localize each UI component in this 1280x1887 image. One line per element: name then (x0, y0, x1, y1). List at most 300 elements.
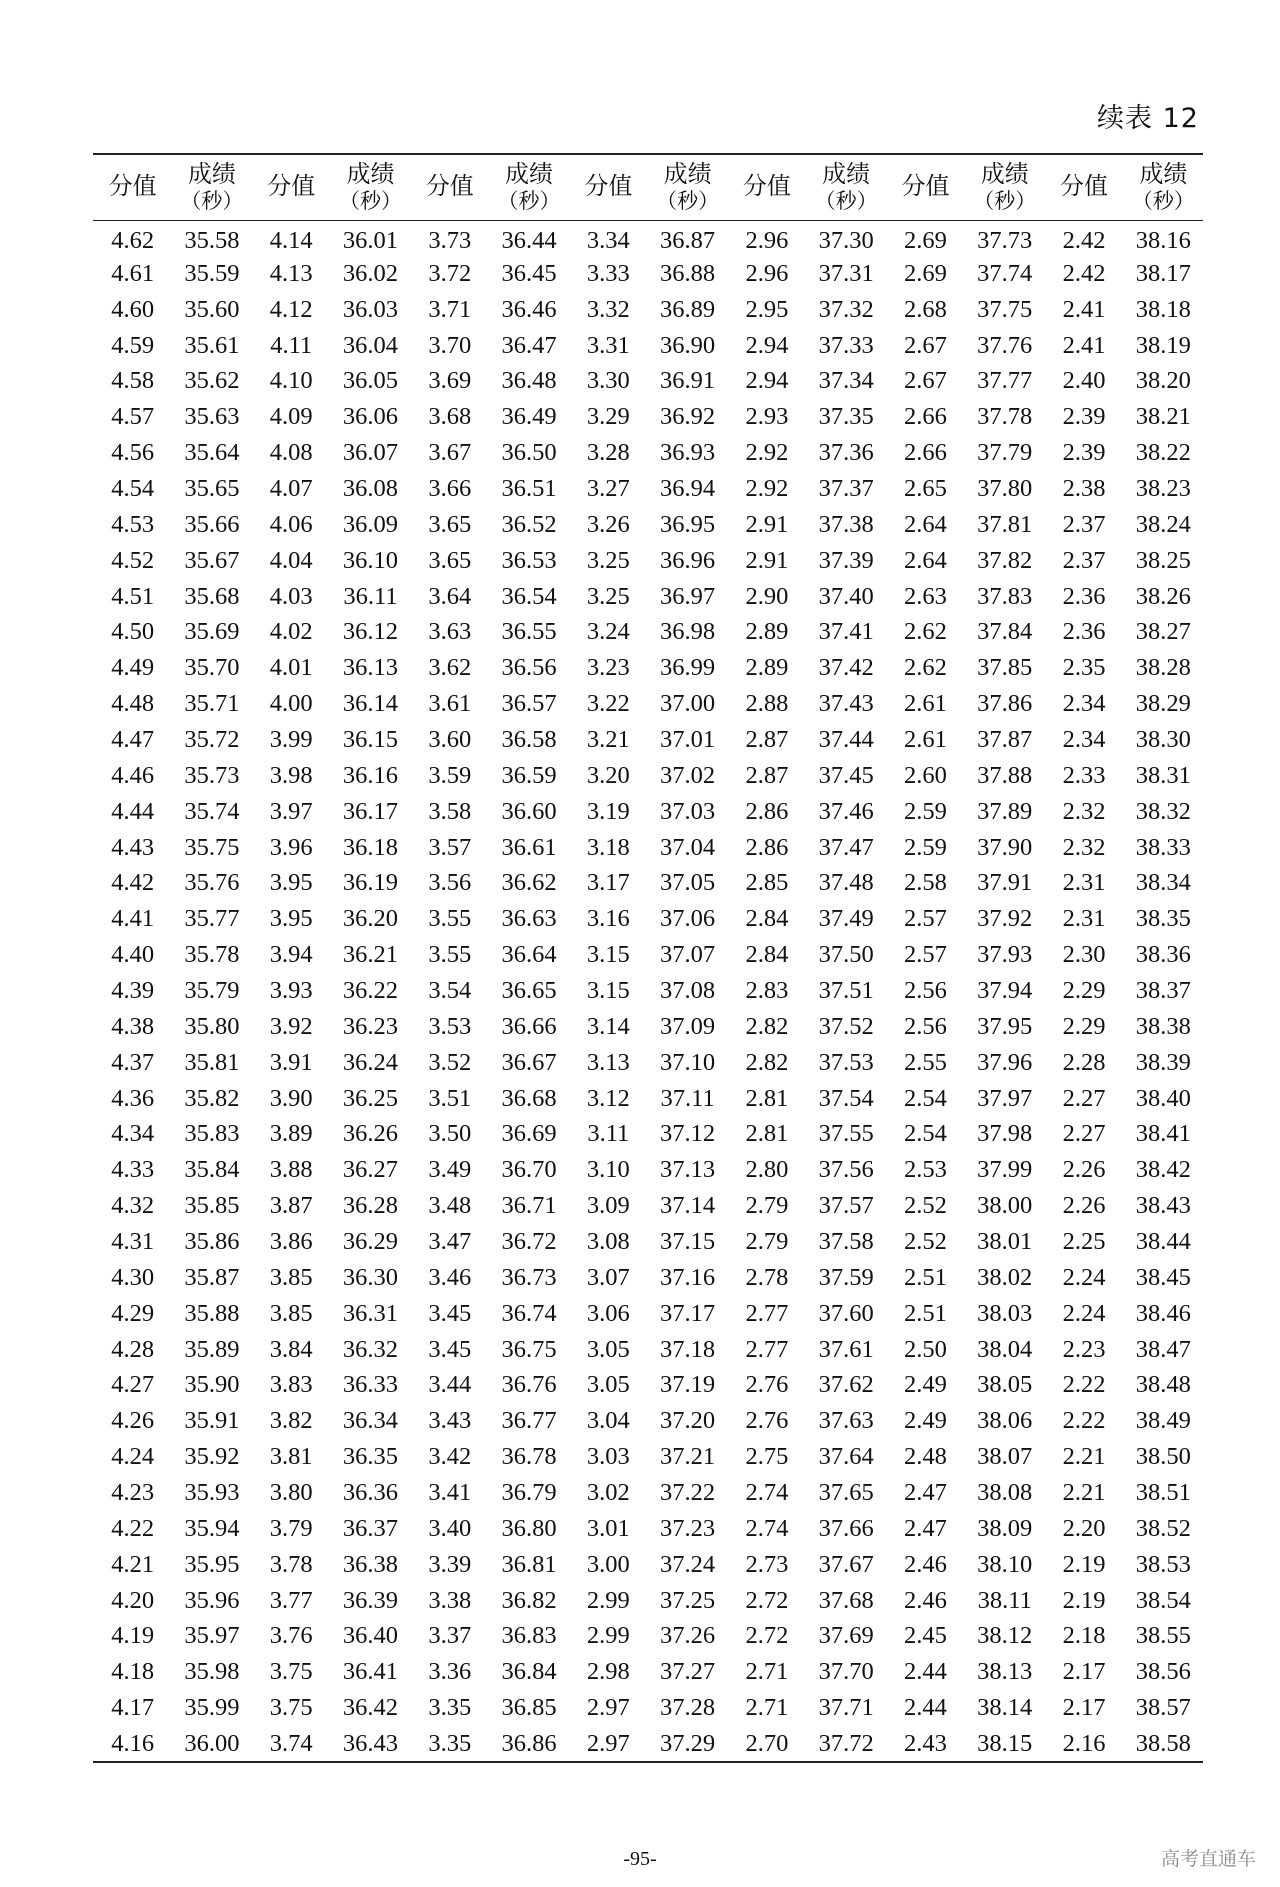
score-cell: 2.42 (1062, 259, 1106, 287)
score-cell: 4.60 (111, 295, 155, 323)
result-cell: 36.46 (501, 295, 557, 323)
score-cell: 3.04 (586, 1407, 630, 1435)
score-cell: 3.10 (586, 1156, 630, 1184)
score-cell: 2.34 (1062, 690, 1106, 718)
score-cell: 4.23 (111, 1479, 155, 1506)
table-body (93, 220, 1203, 1762)
table-row (93, 399, 1203, 435)
score-cell: 4.22 (111, 1514, 155, 1542)
result-cell: 38.37 (1135, 976, 1191, 1004)
result-cell: 36.67 (501, 1048, 557, 1076)
result-cell: 37.91 (977, 869, 1033, 897)
result-cell: 36.93 (660, 439, 716, 467)
result-cell: 36.03 (342, 295, 399, 323)
score-cell: 2.65 (904, 474, 947, 502)
result-cell: 38.43 (1135, 1192, 1191, 1220)
header-label: 分值 (108, 172, 157, 201)
table-row (93, 1045, 1203, 1081)
result-cell: 37.10 (660, 1048, 716, 1076)
result-cell: 37.44 (818, 725, 874, 753)
result-cell: 36.83 (501, 1622, 557, 1650)
score-cell: 4.29 (111, 1299, 155, 1327)
score-cell: 4.34 (111, 1120, 155, 1148)
score-cell: 2.97 (586, 1694, 630, 1722)
score-cell: 3.32 (586, 295, 630, 323)
score-cell: 3.37 (428, 1622, 472, 1650)
score-cell: 2.72 (745, 1622, 789, 1650)
result-cell: 37.60 (818, 1299, 874, 1327)
result-cell: 36.81 (501, 1550, 557, 1578)
result-cell: 38.25 (1135, 546, 1191, 574)
result-cell: 36.79 (501, 1479, 557, 1506)
result-cell: 36.71 (501, 1192, 557, 1220)
score-cell: 2.33 (1062, 761, 1106, 789)
result-cell: 35.93 (184, 1479, 240, 1506)
score-cell: 3.34 (586, 227, 630, 255)
result-cell: 36.50 (501, 439, 557, 467)
result-cell: 36.48 (501, 367, 557, 395)
score-cell: 2.41 (1062, 295, 1106, 323)
score-cell: 2.97 (586, 1729, 630, 1757)
score-cell: 3.61 (428, 690, 472, 718)
score-cell: 2.84 (745, 905, 789, 933)
score-cell: 4.17 (111, 1694, 155, 1722)
header-unit: （秒） (1131, 188, 1195, 213)
score-cell: 3.65 (428, 546, 472, 574)
result-cell: 35.62 (184, 367, 240, 395)
result-cell: 38.07 (977, 1443, 1033, 1471)
result-cell: 35.77 (184, 905, 240, 933)
result-cell: 36.45 (501, 259, 557, 287)
score-cell: 4.13 (269, 259, 313, 287)
result-cell: 36.51 (501, 474, 557, 502)
result-cell: 36.28 (342, 1192, 399, 1220)
score-cell: 4.24 (111, 1443, 155, 1471)
result-cell: 37.28 (660, 1694, 716, 1722)
result-cell: 35.97 (184, 1622, 240, 1650)
result-cell: 38.21 (1135, 403, 1191, 431)
result-cell: 38.49 (1135, 1407, 1191, 1435)
score-cell: 2.68 (904, 295, 947, 323)
score-cell: 2.90 (745, 582, 789, 610)
result-cell: 35.69 (184, 618, 240, 646)
score-cell: 4.56 (111, 439, 155, 467)
score-cell: 2.85 (745, 869, 789, 897)
table-row (93, 1690, 1203, 1726)
score-cell: 3.52 (428, 1048, 472, 1076)
result-cell: 37.97 (977, 1084, 1033, 1112)
score-cell: 4.36 (111, 1084, 155, 1112)
header-label: 成绩 (346, 160, 395, 189)
result-cell: 36.30 (342, 1263, 399, 1291)
score-cell: 3.88 (269, 1156, 313, 1184)
result-cell: 37.83 (977, 582, 1033, 610)
result-cell: 36.34 (342, 1407, 399, 1435)
result-cell: 36.37 (342, 1514, 399, 1542)
result-cell: 37.68 (818, 1586, 874, 1614)
score-cell: 2.22 (1062, 1371, 1106, 1399)
result-cell: 35.92 (184, 1443, 240, 1471)
result-cell: 37.63 (818, 1407, 874, 1435)
score-cell: 3.53 (428, 1012, 472, 1040)
header-score (886, 154, 965, 220)
result-cell: 36.06 (342, 403, 399, 431)
header-result (1124, 154, 1203, 220)
score-cell: 4.42 (111, 869, 155, 897)
result-cell: 37.24 (660, 1550, 716, 1578)
score-cell: 3.51 (428, 1084, 472, 1112)
score-cell: 4.18 (111, 1658, 155, 1686)
score-cell: 3.16 (586, 905, 630, 933)
score-cell: 3.23 (586, 654, 630, 682)
score-cell: 2.87 (745, 725, 789, 753)
result-cell: 38.14 (977, 1694, 1033, 1722)
result-cell: 38.10 (977, 1550, 1033, 1578)
score-cell: 2.30 (1062, 941, 1106, 969)
score-cell: 2.95 (745, 295, 789, 323)
result-cell: 36.87 (660, 227, 716, 255)
header-result (648, 154, 727, 220)
score-cell: 2.80 (745, 1156, 789, 1184)
result-cell: 37.88 (977, 761, 1033, 789)
result-cell: 36.73 (501, 1263, 557, 1291)
result-cell: 36.24 (342, 1048, 399, 1076)
score-cell: 2.23 (1062, 1335, 1106, 1363)
score-cell: 2.74 (745, 1514, 789, 1542)
score-cell: 2.36 (1062, 582, 1106, 610)
score-cell: 2.36 (1062, 618, 1106, 646)
score-cell: 3.31 (586, 331, 630, 359)
score-cell: 3.62 (428, 654, 472, 682)
score-cell: 2.56 (904, 1012, 947, 1040)
result-cell: 36.69 (501, 1120, 557, 1148)
result-cell: 36.60 (501, 797, 557, 825)
result-cell: 35.87 (184, 1263, 240, 1291)
result-cell: 37.09 (660, 1012, 716, 1040)
score-cell: 4.20 (111, 1586, 155, 1614)
result-cell: 36.47 (501, 331, 557, 359)
result-cell: 36.21 (342, 941, 399, 969)
result-cell: 36.61 (501, 833, 557, 861)
table-row (93, 722, 1203, 758)
score-cell: 2.22 (1062, 1407, 1106, 1435)
score-cell: 3.84 (269, 1335, 313, 1363)
result-cell: 36.90 (660, 331, 716, 359)
result-cell: 37.66 (818, 1514, 874, 1542)
score-cell: 2.87 (745, 761, 789, 789)
table-row (93, 543, 1203, 579)
score-cell: 3.66 (428, 474, 472, 502)
result-cell: 35.89 (184, 1335, 240, 1363)
result-cell: 37.13 (660, 1156, 716, 1184)
header-label: 分值 (1060, 172, 1109, 201)
result-cell: 36.16 (342, 761, 399, 789)
result-cell: 36.92 (660, 403, 716, 431)
score-cell: 2.38 (1062, 474, 1106, 502)
result-cell: 36.32 (342, 1335, 399, 1363)
score-cell: 4.44 (111, 797, 155, 825)
result-cell: 36.15 (342, 725, 399, 753)
result-cell: 38.40 (1135, 1084, 1191, 1112)
score-cell: 3.00 (586, 1550, 630, 1578)
result-cell: 36.39 (342, 1586, 399, 1614)
result-cell: 38.47 (1135, 1335, 1191, 1363)
result-cell: 36.54 (501, 582, 557, 610)
score-cell: 4.19 (111, 1622, 155, 1650)
result-cell: 36.33 (342, 1371, 399, 1399)
result-cell: 38.16 (1135, 227, 1191, 255)
result-cell: 37.29 (660, 1729, 716, 1757)
result-cell: 38.42 (1135, 1156, 1191, 1184)
score-cell: 3.02 (586, 1479, 630, 1506)
result-cell: 38.18 (1135, 295, 1191, 323)
result-cell: 38.53 (1135, 1550, 1191, 1578)
result-cell: 36.10 (342, 546, 399, 574)
score-cell: 2.91 (745, 510, 789, 538)
score-cell: 2.59 (904, 833, 947, 861)
score-cell: 2.18 (1062, 1622, 1106, 1650)
score-cell: 3.90 (269, 1084, 313, 1112)
score-cell: 2.27 (1062, 1120, 1106, 1148)
score-cell: 4.32 (111, 1192, 155, 1220)
table-row (93, 220, 1203, 256)
result-cell: 35.82 (184, 1084, 240, 1112)
score-cell: 4.03 (269, 582, 313, 610)
score-cell: 2.21 (1062, 1443, 1106, 1471)
result-cell: 37.45 (818, 761, 874, 789)
result-cell: 37.58 (818, 1227, 874, 1255)
result-cell: 36.20 (342, 905, 399, 933)
result-cell: 38.30 (1135, 725, 1191, 753)
header-label: 成绩 (187, 160, 236, 189)
result-cell: 36.02 (342, 259, 399, 287)
result-cell: 38.20 (1135, 367, 1191, 395)
header-score (93, 154, 172, 220)
result-cell: 36.25 (342, 1084, 399, 1112)
score-cell: 2.76 (745, 1371, 789, 1399)
result-cell: 35.70 (184, 654, 240, 682)
score-cell: 3.14 (586, 1012, 630, 1040)
result-cell: 35.81 (184, 1048, 240, 1076)
result-cell: 37.34 (818, 367, 874, 395)
result-cell: 37.20 (660, 1407, 716, 1435)
score-cell: 2.74 (745, 1479, 789, 1506)
score-cell: 4.07 (269, 474, 313, 502)
header-result (489, 154, 568, 220)
score-cell: 4.26 (111, 1407, 155, 1435)
result-cell: 36.98 (660, 618, 716, 646)
result-cell: 37.15 (660, 1227, 716, 1255)
score-cell: 3.97 (269, 797, 313, 825)
header-unit: （秒） (497, 188, 561, 213)
result-cell: 37.56 (818, 1156, 874, 1184)
score-cell: 2.21 (1062, 1479, 1106, 1506)
result-cell: 35.74 (184, 797, 240, 825)
table-row (93, 471, 1203, 507)
result-cell: 38.31 (1135, 761, 1191, 789)
score-cell: 2.56 (904, 976, 947, 1004)
result-cell: 37.43 (818, 690, 874, 718)
score-cell: 4.61 (111, 259, 155, 287)
score-cell: 4.41 (111, 905, 155, 933)
score-cell: 3.58 (428, 797, 472, 825)
table-row (93, 1368, 1203, 1404)
score-cell: 3.48 (428, 1192, 472, 1220)
result-cell: 36.84 (501, 1658, 557, 1686)
result-cell: 35.61 (184, 331, 240, 359)
score-cell: 2.55 (904, 1048, 947, 1076)
table-row (93, 1475, 1203, 1511)
score-cell: 3.64 (428, 582, 472, 610)
score-cell: 3.05 (586, 1371, 630, 1399)
result-cell: 37.74 (977, 259, 1033, 287)
score-cell: 3.56 (428, 869, 472, 897)
score-cell: 3.94 (269, 941, 313, 969)
score-cell: 2.77 (745, 1299, 789, 1327)
score-cell: 2.82 (745, 1012, 789, 1040)
result-cell: 38.58 (1135, 1729, 1191, 1757)
table-row (93, 1654, 1203, 1690)
score-cell: 2.57 (904, 941, 947, 969)
result-cell: 36.55 (501, 618, 557, 646)
score-cell: 2.19 (1062, 1550, 1106, 1578)
score-cell: 4.30 (111, 1263, 155, 1291)
result-cell: 36.36 (342, 1479, 399, 1506)
header-label: 成绩 (1139, 160, 1188, 189)
header-label: 成绩 (822, 160, 871, 189)
score-cell: 2.49 (904, 1371, 947, 1399)
result-cell: 37.84 (977, 618, 1033, 646)
result-cell: 37.36 (818, 439, 874, 467)
table-row (93, 1403, 1203, 1439)
table-row (93, 973, 1203, 1009)
score-cell: 2.75 (745, 1443, 789, 1471)
result-cell: 37.01 (660, 725, 716, 753)
result-cell: 37.52 (818, 1012, 874, 1040)
table-row (93, 865, 1203, 901)
result-cell: 37.27 (660, 1658, 716, 1686)
score-cell: 4.00 (269, 690, 313, 718)
result-cell: 36.11 (343, 582, 398, 610)
table-row (93, 1583, 1203, 1619)
score-cell: 2.99 (586, 1586, 630, 1614)
header-label: 成绩 (505, 160, 554, 189)
score-cell: 3.36 (428, 1658, 472, 1686)
result-cell: 36.64 (501, 941, 557, 969)
score-cell: 3.68 (428, 403, 472, 431)
score-cell: 3.22 (586, 690, 630, 718)
table-row (93, 363, 1203, 399)
result-cell: 37.92 (977, 905, 1033, 933)
score-cell: 3.06 (586, 1299, 630, 1327)
score-cell: 2.71 (745, 1658, 789, 1686)
table-row (93, 937, 1203, 973)
score-cell: 2.86 (745, 797, 789, 825)
result-cell: 35.64 (184, 439, 240, 467)
score-cell: 3.50 (428, 1120, 472, 1148)
result-cell: 36.75 (501, 1335, 557, 1363)
result-cell: 35.90 (184, 1371, 240, 1399)
result-cell: 36.63 (501, 905, 557, 933)
score-cell: 4.48 (111, 690, 155, 718)
score-cell: 2.43 (904, 1729, 947, 1757)
score-cell: 2.63 (904, 582, 947, 610)
score-cell: 3.24 (586, 618, 630, 646)
result-cell: 36.18 (342, 833, 399, 861)
header-score (727, 154, 806, 220)
score-cell: 2.91 (745, 546, 789, 574)
result-cell: 36.38 (342, 1550, 399, 1578)
result-cell: 35.83 (184, 1120, 240, 1148)
result-cell: 37.05 (660, 869, 716, 897)
result-cell: 37.70 (818, 1658, 874, 1686)
result-cell: 37.11 (660, 1084, 715, 1112)
score-cell: 3.83 (269, 1371, 313, 1399)
score-cell: 3.74 (269, 1729, 313, 1757)
result-cell: 37.57 (818, 1192, 874, 1220)
table-row (93, 614, 1203, 650)
result-cell: 36.31 (342, 1299, 399, 1327)
result-cell: 36.74 (501, 1299, 557, 1327)
score-cell: 3.46 (428, 1263, 472, 1291)
score-cell: 4.38 (111, 1012, 155, 1040)
result-cell: 36.12 (342, 618, 399, 646)
score-cell: 2.19 (1062, 1586, 1106, 1614)
score-cell: 2.28 (1062, 1048, 1106, 1076)
score-cell: 4.49 (111, 654, 155, 682)
result-cell: 35.63 (184, 403, 240, 431)
score-cell: 3.49 (428, 1156, 472, 1184)
table-row (93, 1260, 1203, 1296)
result-cell: 36.14 (342, 690, 399, 718)
score-cell: 2.51 (904, 1299, 947, 1327)
result-cell: 38.09 (977, 1514, 1033, 1542)
result-cell: 37.19 (660, 1371, 716, 1399)
score-cell: 4.10 (269, 367, 313, 395)
score-cell: 4.40 (111, 941, 155, 969)
score-cell: 3.27 (586, 474, 630, 502)
result-cell: 36.85 (501, 1694, 557, 1722)
table-row (93, 435, 1203, 471)
result-cell: 36.99 (660, 654, 716, 682)
score-cell: 3.59 (428, 761, 472, 789)
score-cell: 2.47 (904, 1514, 947, 1542)
result-cell: 36.95 (660, 510, 716, 538)
score-cell: 3.05 (586, 1335, 630, 1363)
score-cell: 2.41 (1062, 331, 1106, 359)
result-cell: 35.98 (184, 1658, 240, 1686)
result-cell: 36.42 (342, 1694, 399, 1722)
result-cell: 36.35 (342, 1443, 399, 1471)
result-cell: 38.57 (1135, 1694, 1191, 1722)
result-cell: 36.26 (342, 1120, 399, 1148)
result-cell: 37.42 (818, 654, 874, 682)
score-cell: 4.02 (269, 618, 313, 646)
score-cell: 2.16 (1062, 1729, 1106, 1757)
result-cell: 38.44 (1135, 1227, 1191, 1255)
table-row (93, 901, 1203, 937)
result-cell: 37.87 (977, 725, 1033, 753)
result-cell: 36.97 (660, 582, 716, 610)
result-cell: 36.23 (342, 1012, 399, 1040)
result-cell: 38.27 (1135, 618, 1191, 646)
result-cell: 38.02 (977, 1263, 1033, 1291)
score-cell: 2.25 (1062, 1227, 1106, 1255)
score-cell: 2.31 (1062, 905, 1106, 933)
score-cell: 2.64 (904, 510, 947, 538)
result-cell: 37.94 (977, 976, 1033, 1004)
score-cell: 2.29 (1062, 1012, 1106, 1040)
